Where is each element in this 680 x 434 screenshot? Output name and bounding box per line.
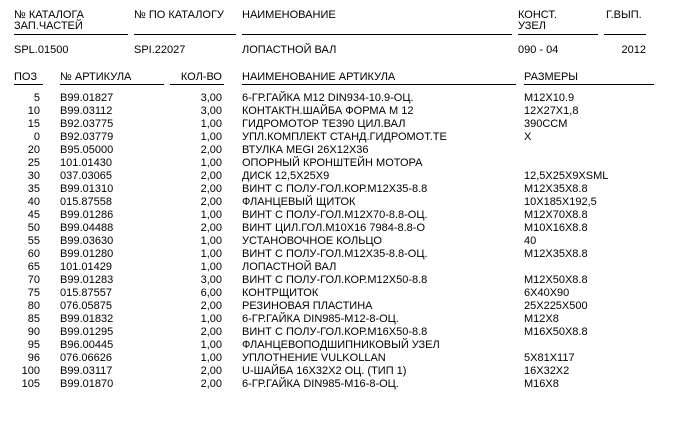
row-pos: 100 <box>21 365 40 377</box>
row-size: M12X50X8.8 <box>524 274 588 286</box>
row-name: УСТАНОВОЧНОЕ КОЛЬЦО <box>242 235 382 247</box>
row-qty: 2,00 <box>200 170 222 182</box>
header-catalog-no-label-line2: ЗАП.ЧАСТЕЙ <box>14 20 83 32</box>
row-size: 40 <box>524 235 537 247</box>
row-size: M10X16X8.8 <box>524 222 588 234</box>
row-name: ФЛАНЦЕВОПОДШИПНИКОВЫЙ УЗЕЛ <box>242 339 440 351</box>
row-size: M12X35X8.8 <box>524 183 588 195</box>
table-row <box>0 184 680 195</box>
row-size: M16X50X8.8 <box>524 326 588 338</box>
header-catalog-label: № ПО КАТАЛОГУ <box>134 9 224 21</box>
row-size: 6X40X90 <box>524 287 570 299</box>
column-header-name: НАИМЕНОВАНИЕ АРТИКУЛА <box>242 71 396 83</box>
table-row <box>0 145 680 156</box>
table-row <box>0 353 680 364</box>
catalog-no-value: SPL.01500 <box>14 44 69 56</box>
table-row <box>0 197 680 208</box>
row-article: B99.01827 <box>60 92 114 104</box>
column-header-size: РАЗМЕРЫ <box>524 71 579 83</box>
row-article: B99.01832 <box>60 313 114 325</box>
table-row <box>0 171 680 182</box>
column-header-pos: ПОЗ <box>14 71 38 83</box>
row-qty: 1,00 <box>200 235 222 247</box>
row-name: 6-ГР.ГАЙКА M12 DIN934-10.9-ОЦ. <box>242 92 414 104</box>
table-row <box>0 379 680 390</box>
row-qty: 1,00 <box>200 339 222 351</box>
header-divider <box>604 34 646 35</box>
row-qty: 1,00 <box>200 209 222 221</box>
row-article: B99.01283 <box>60 274 114 286</box>
row-pos: 30 <box>27 170 40 182</box>
column-header-underline <box>524 84 654 85</box>
row-name: КОНТРЩИТОК <box>242 287 319 299</box>
row-size: 390CCM <box>524 118 568 130</box>
row-pos: 40 <box>27 196 40 208</box>
row-pos: 15 <box>27 118 40 130</box>
row-pos: 25 <box>27 157 40 169</box>
row-article: B92.03779 <box>60 131 114 143</box>
row-article: B99.01286 <box>60 209 114 221</box>
row-article: 101.01429 <box>60 261 112 273</box>
header-catalog-no-label-line1: № КАТАЛОГА <box>14 9 85 21</box>
row-article: B99.01280 <box>60 248 114 260</box>
row-qty: 2,00 <box>200 222 222 234</box>
row-article: B95.05000 <box>60 144 114 156</box>
row-pos: 45 <box>27 209 40 221</box>
row-name: РЕЗИНОВАЯ ПЛАСТИНА <box>242 300 373 312</box>
row-qty: 2,00 <box>200 326 222 338</box>
row-size: 5X81X117 <box>524 352 575 364</box>
row-pos: 60 <box>27 248 40 260</box>
header-assembly-label-line2: УЗЕЛ <box>518 20 546 32</box>
table-row <box>0 106 680 117</box>
column-header-underline <box>60 84 164 85</box>
row-pos: 105 <box>21 378 40 390</box>
row-pos: 70 <box>27 274 40 286</box>
row-qty: 1,00 <box>200 157 222 169</box>
table-row <box>0 366 680 377</box>
row-name: 6-ГР.ГАЙКА DIN985-M12-8-ОЦ. <box>242 313 399 325</box>
table-row <box>0 236 680 247</box>
table-row <box>0 340 680 351</box>
row-name: УПЛ.КОМПЛЕКТ СТАНД.ГИДРОМОТ.TE <box>242 131 447 143</box>
header-divider <box>14 34 128 35</box>
row-article: B99.01310 <box>60 183 114 195</box>
table-row <box>0 327 680 338</box>
row-name: ДИСК 12,5X25X9 <box>242 170 330 182</box>
row-name: УПЛОТНЕНИЕ VULKOLLAN <box>242 352 386 364</box>
row-qty: 1,00 <box>200 261 222 273</box>
table-row <box>0 301 680 312</box>
row-article: 015.87558 <box>60 196 112 208</box>
row-pos: 0 <box>33 131 40 143</box>
row-size: X <box>524 131 532 143</box>
column-header-underline <box>14 84 43 85</box>
header-name-label: НАИМЕНОВАНИЕ <box>242 9 336 21</box>
table-row <box>0 314 680 325</box>
row-qty: 3,00 <box>200 274 222 286</box>
table-row <box>0 275 680 286</box>
row-size: 25X225X500 <box>524 300 588 312</box>
column-header-underline <box>242 84 516 85</box>
row-qty: 1,00 <box>200 118 222 130</box>
row-article: 101.01430 <box>60 157 112 169</box>
row-size: 16X32X2 <box>524 365 570 377</box>
row-name: ОПОРНЫЙ КРОНШТЕЙН МОТОРА <box>242 157 423 169</box>
column-header-article: № АРТИКУЛА <box>60 71 132 83</box>
row-size: 12,5X25X9XSML <box>524 170 609 182</box>
assembly-value: 090 - 04 <box>518 44 559 56</box>
row-article: 037.03065 <box>60 170 112 182</box>
row-pos: 95 <box>27 339 40 351</box>
row-qty: 2,00 <box>200 378 222 390</box>
row-name: U-ШАЙБА 16X32X2 ОЦ. (ТИП 1) <box>242 365 407 377</box>
table-row <box>0 249 680 260</box>
row-article: B92.03775 <box>60 118 114 130</box>
row-qty: 2,00 <box>200 144 222 156</box>
row-qty: 2,00 <box>200 365 222 377</box>
row-size: M12X10.9 <box>524 92 575 104</box>
header-divider <box>518 34 598 35</box>
table-row <box>0 288 680 299</box>
row-pos: 35 <box>27 183 40 195</box>
row-name: КОНТАКТН.ШАЙБА ФОРМА M 12 <box>242 105 414 117</box>
row-pos: 10 <box>27 105 40 117</box>
row-qty: 2,00 <box>200 183 222 195</box>
row-name: ВИНТ С ПОЛУ-ГОЛ.КОР.M16X50-8.8 <box>242 326 428 338</box>
header-divider <box>134 34 236 35</box>
year-value: 2012 <box>621 44 646 56</box>
row-name: ВИНТ С ПОЛУ-ГОЛ.M12X70-8.8-ОЦ. <box>242 209 428 221</box>
row-qty: 2,00 <box>200 196 222 208</box>
row-qty: 2,00 <box>200 300 222 312</box>
table-row <box>0 119 680 130</box>
row-pos: 90 <box>27 326 40 338</box>
row-name: 6-ГР.ГАЙКА DIN985-M16-8-ОЦ. <box>242 378 399 390</box>
catalog-value: SPI.22027 <box>134 44 186 56</box>
row-name: ВИНТ С ПОЛУ-ГОЛ.КОР.M12X35-8.8 <box>242 183 428 195</box>
header-year-label: Г.ВЫП. <box>606 9 642 21</box>
row-article: 015.87557 <box>60 287 112 299</box>
row-pos: 85 <box>27 313 40 325</box>
row-article: B99.03112 <box>60 105 113 117</box>
row-size: 12X27X1,8 <box>524 105 579 117</box>
row-qty: 1,00 <box>200 352 222 364</box>
row-article: B99.04488 <box>60 222 114 234</box>
row-qty: 6,00 <box>200 287 222 299</box>
row-article: 076.06626 <box>60 352 112 364</box>
row-pos: 80 <box>27 300 40 312</box>
row-size: 10X185X192,5 <box>524 196 597 208</box>
row-pos: 55 <box>27 235 40 247</box>
row-pos: 50 <box>27 222 40 234</box>
row-pos: 96 <box>27 352 40 364</box>
row-name: ВИНТ С ПОЛУ-ГОЛ.M12X35-8.8-ОЦ. <box>242 248 428 260</box>
row-article: B99.03630 <box>60 235 114 247</box>
row-qty: 1,00 <box>200 131 222 143</box>
name-value: ЛОПАСТНОЙ ВАЛ <box>242 44 337 56</box>
row-article: B99.01295 <box>60 326 114 338</box>
row-pos: 65 <box>27 261 40 273</box>
row-name: ЛОПАСТНОЙ ВАЛ <box>242 261 337 273</box>
row-size: M12X70X8.8 <box>524 209 588 221</box>
row-pos: 75 <box>27 287 40 299</box>
table-row <box>0 262 680 273</box>
row-article: B99.03117 <box>60 365 113 377</box>
row-qty: 1,00 <box>200 313 222 325</box>
row-name: ГИДРОМОТОР TE390 ЦИЛ.ВАЛ <box>242 118 406 130</box>
header-assembly-label-line1: КОНСТ. <box>518 9 557 21</box>
row-qty: 1,00 <box>200 248 222 260</box>
column-header-qty: КОЛ-ВО <box>180 71 222 83</box>
row-qty: 3,00 <box>200 105 222 117</box>
row-pos: 5 <box>33 92 40 104</box>
column-header-underline <box>170 84 224 85</box>
table-row <box>0 93 680 104</box>
row-article: B96.00445 <box>60 339 114 351</box>
header-divider <box>242 34 512 35</box>
row-size: M12X8 <box>524 313 559 325</box>
row-qty: 3,00 <box>200 92 222 104</box>
row-article: B99.01870 <box>60 378 114 390</box>
row-name: ВИНТ ЦИЛ.ГОЛ.M10X16 7984-8.8-О <box>242 222 425 234</box>
row-name: ВИНТ С ПОЛУ-ГОЛ.КОР.M12X50-8.8 <box>242 274 428 286</box>
row-size: M12X35X8.8 <box>524 248 588 260</box>
table-row <box>0 132 680 143</box>
table-row <box>0 210 680 221</box>
row-name: ФЛАНЦЕВЫЙ ЩИТОК <box>242 196 356 208</box>
row-pos: 20 <box>27 144 40 156</box>
table-row <box>0 223 680 234</box>
row-article: 076.05875 <box>60 300 112 312</box>
row-name: ВТУЛКА MEGI 26X12X36 <box>242 144 369 156</box>
table-row <box>0 158 680 169</box>
row-size: M16X8 <box>524 378 559 390</box>
